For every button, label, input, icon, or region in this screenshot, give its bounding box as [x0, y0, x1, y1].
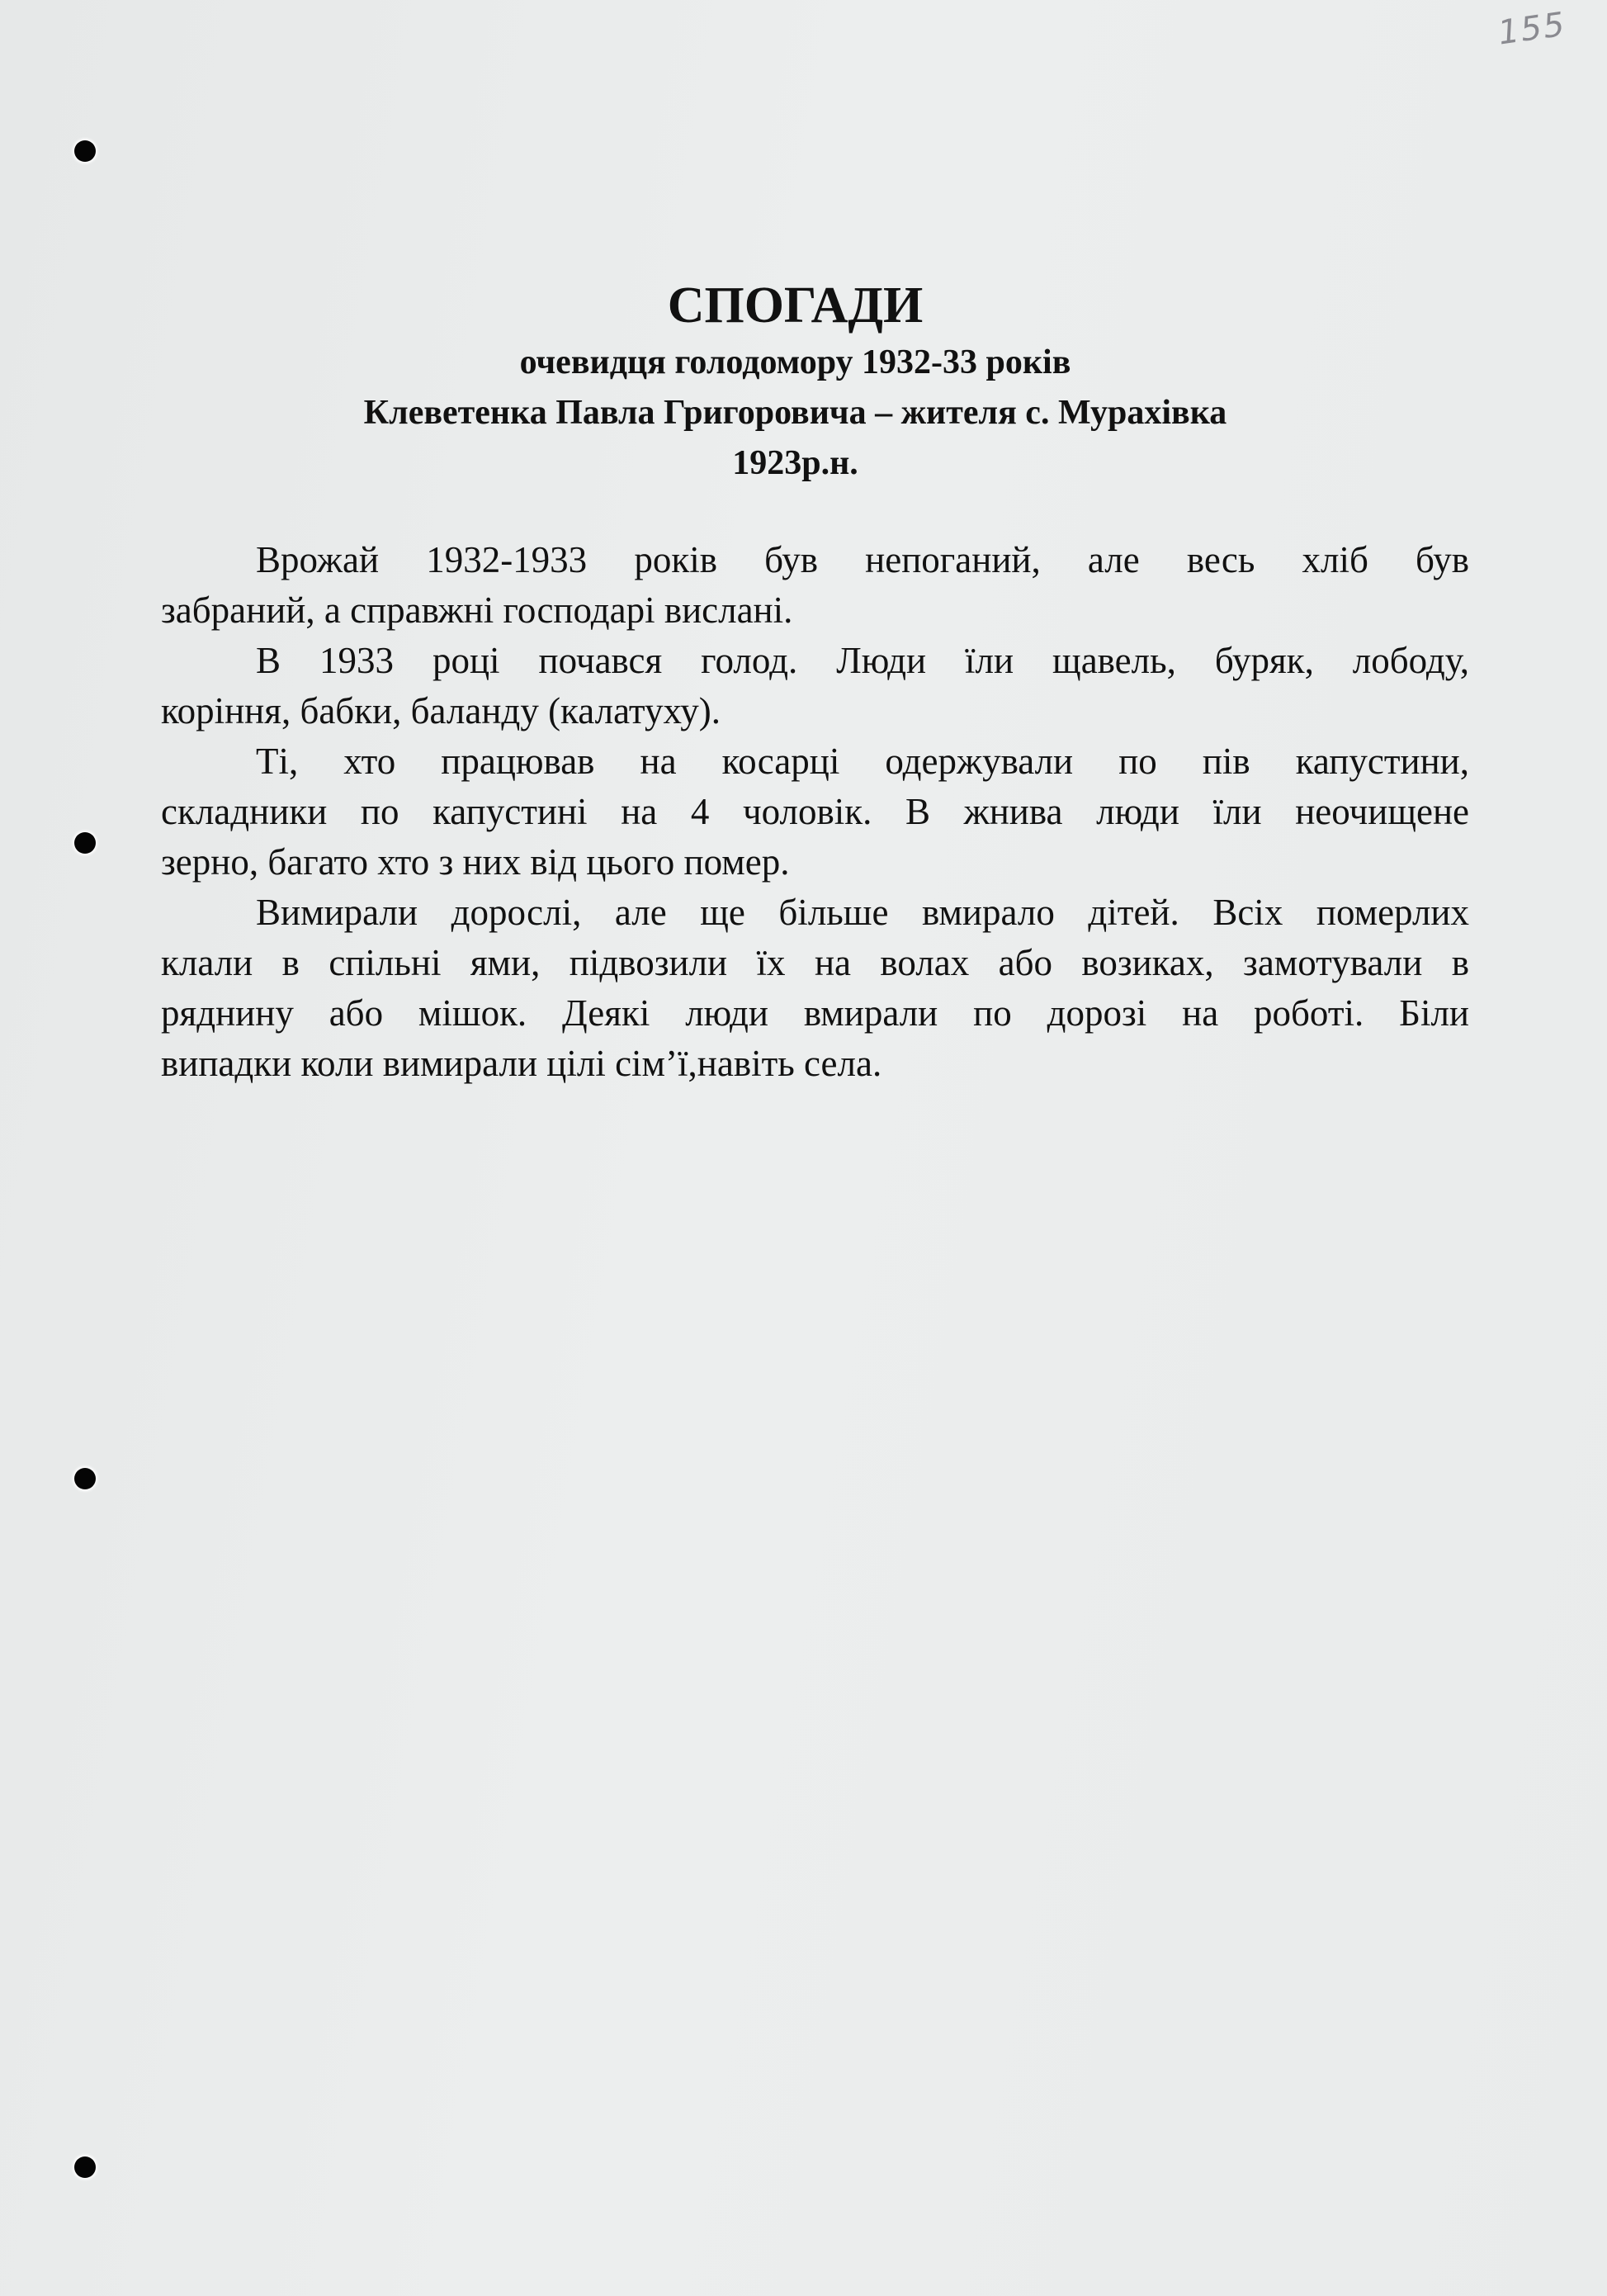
- handwritten-page-number: 155: [1495, 5, 1568, 53]
- witness-name: Клеветенка Павла Григоровича – жителя с. Мурахівка: [363, 394, 1227, 432]
- punch-hole: [74, 140, 96, 162]
- document-subtitle: очевидця голодомору 1932-33 років: [519, 343, 1071, 381]
- paragraph: [161, 636, 1469, 736]
- paragraph-line: забраний, а справжні господарі вислані.: [161, 589, 793, 631]
- document-title: СПОГАДИ: [667, 277, 924, 334]
- paragraph-line: ряднину або мішок. Деякі люди вмирали по дорозі на роботі. Біли: [161, 992, 1469, 1034]
- paragraph-line: випадки коли вимирали цілі сім’ї,навіть села.: [161, 1043, 882, 1084]
- paragraph-line: клали в спільні ями, підвозили їх на волах або возиках, замотували в: [161, 942, 1469, 983]
- punch-hole: [74, 1468, 96, 1489]
- paragraph-line: Вимирали дорослі, але ще більше вмирало дітей. Всіх померлих: [256, 892, 1469, 933]
- paragraph-line: Ті, хто працював на косарці одержували по пів капустини,: [256, 741, 1469, 782]
- paragraph-line: Врожай 1932-1933 років був непоганий, але весь хліб був: [256, 539, 1469, 580]
- punch-hole: [74, 832, 96, 854]
- paragraph: [161, 535, 1469, 636]
- document-body: [161, 535, 1469, 1089]
- birth-year: 1923р.н.: [732, 444, 858, 482]
- paragraph: [161, 736, 1469, 888]
- paragraph-line: зерно, багато хто з них від цього помер.: [161, 841, 790, 883]
- paragraph-line: складники по капустині на 4 чоловік. В жнива люди їли неочищене: [161, 791, 1469, 832]
- paragraph-line: В 1933 році почався голод. Люди їли щавель, буряк, лободу,: [256, 640, 1469, 681]
- paragraph: [161, 888, 1469, 1089]
- punch-hole: [74, 2156, 96, 2178]
- paragraph-line: коріння, бабки, баланду (калатуху).: [161, 690, 721, 731]
